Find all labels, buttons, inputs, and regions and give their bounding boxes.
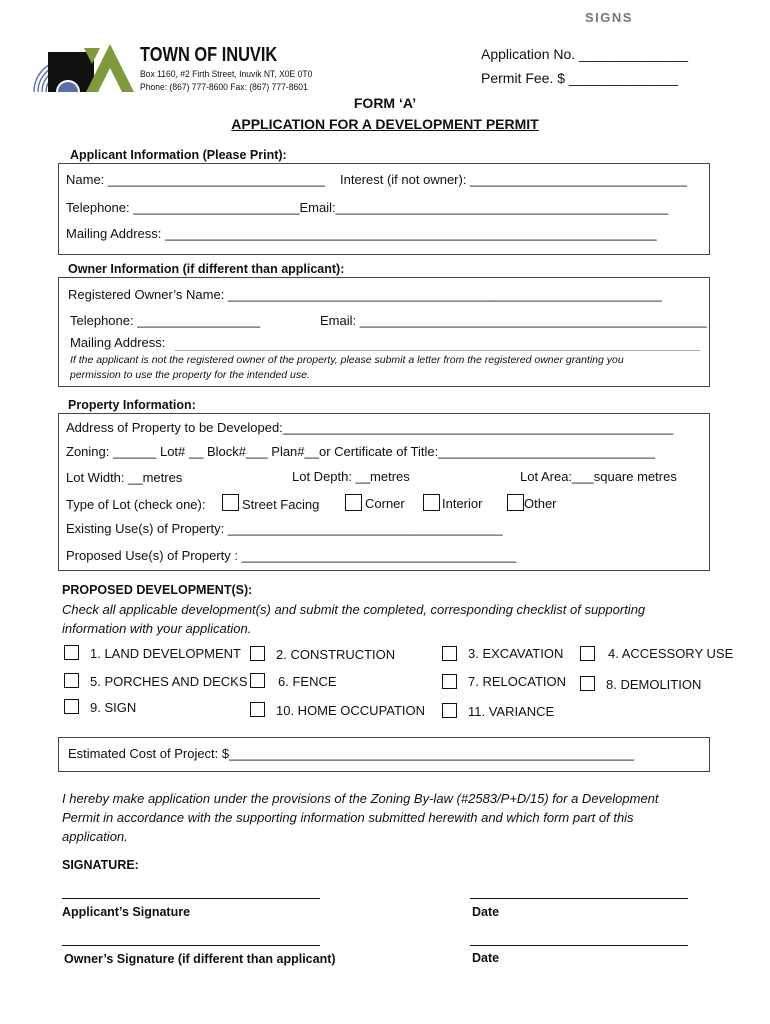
owner-mailing-field[interactable]: Mailing Address: bbox=[70, 335, 166, 350]
applicant-telephone-email-field[interactable]: Telephone: _______________________Email:______________________________________________ bbox=[66, 200, 669, 215]
existing-use-field[interactable]: Existing Use(s) of Property: ______________________________________ bbox=[66, 521, 503, 536]
porches-decks-label: 5. PORCHES AND DECKS bbox=[90, 674, 248, 689]
sign-checkbox[interactable] bbox=[64, 699, 79, 714]
accessory-use-checkbox[interactable] bbox=[580, 646, 595, 661]
sign-label: 9. SIGN bbox=[90, 700, 137, 715]
owner-mailing-line bbox=[175, 350, 700, 351]
accessory-use-label: 4. ACCESSORY USE bbox=[608, 646, 734, 661]
corner-label: Corner bbox=[365, 496, 405, 511]
owner-name-field[interactable]: Registered Owner’s Name: ____________________________________________________________ bbox=[68, 287, 662, 302]
permit-fee-field[interactable]: Permit Fee. $ ______________ bbox=[481, 70, 678, 86]
owner-telephone-field[interactable]: Telephone: _________________ bbox=[70, 313, 261, 328]
declaration-line1: I hereby make application under the provisions of the Zoning By-law (#2583/P+D/15) for a Development bbox=[62, 791, 659, 806]
development-instructions-1: Check all applicable development(s) and submit the completed, corresponding checklist of supporting bbox=[62, 602, 646, 617]
address-line: Box 1160, #2 Firth Street, Inuvik NT, X0E 0T0 bbox=[140, 69, 313, 80]
applicant-name-field[interactable]: Name: ______________________________ bbox=[66, 172, 325, 187]
applicant-heading: Applicant Information (Please Print): bbox=[70, 148, 287, 162]
owner-email-field[interactable]: Email: ________________________________________________ bbox=[320, 313, 707, 328]
home-occupation-checkbox[interactable] bbox=[250, 702, 265, 717]
lot-area-field[interactable]: Lot Area:___square metres bbox=[520, 469, 677, 484]
relocation-label: 7. RELOCATION bbox=[468, 674, 567, 689]
signature-heading: SIGNATURE: bbox=[62, 858, 139, 872]
applicant-interest-field[interactable]: Interest (if not owner): ______________________________ bbox=[340, 172, 687, 187]
excavation-checkbox[interactable] bbox=[442, 646, 457, 661]
street-facing-checkbox[interactable] bbox=[222, 494, 239, 511]
excavation-label: 3. EXCAVATION bbox=[468, 646, 564, 661]
applicant-signature-label: Applicant’s Signature bbox=[62, 905, 191, 919]
declaration-line3: application. bbox=[62, 829, 128, 844]
home-occupation-label: 10. HOME OCCUPATION bbox=[276, 703, 426, 718]
development-instructions-2: information with your application. bbox=[62, 621, 252, 636]
other-label: Other bbox=[524, 496, 557, 511]
demolition-checkbox[interactable] bbox=[580, 676, 595, 691]
owner-date-line[interactable] bbox=[470, 945, 688, 946]
construction-checkbox[interactable] bbox=[250, 646, 265, 661]
land-development-label: 1. LAND DEVELOPMENT bbox=[90, 646, 241, 661]
interior-checkbox[interactable] bbox=[423, 494, 440, 511]
construction-label: 2. CONSTRUCTION bbox=[276, 647, 396, 662]
property-address-field[interactable]: Address of Property to be Developed:______________________________________________________ bbox=[66, 420, 674, 435]
town-address bbox=[140, 68, 312, 94]
owner-date-label: Date bbox=[472, 951, 500, 965]
signs-label: SIGNS bbox=[585, 10, 633, 25]
estimated-cost-field[interactable]: Estimated Cost of Project: $________________________________________________________ bbox=[68, 746, 635, 761]
variance-checkbox[interactable] bbox=[442, 703, 457, 718]
application-number-field[interactable]: Application No. ______________ bbox=[481, 46, 689, 62]
applicant-date-label: Date bbox=[472, 905, 500, 919]
land-development-checkbox[interactable] bbox=[64, 645, 79, 660]
lot-type-label: Type of Lot (check one): bbox=[66, 497, 206, 512]
owner-note-line1: If the applicant is not the registered owner of the property, please submit a letter from the registered owner granting you bbox=[70, 354, 624, 366]
town-logo bbox=[26, 38, 136, 92]
lot-depth-field[interactable]: Lot Depth: __metres bbox=[292, 469, 410, 484]
lot-width-field[interactable]: Lot Width: __metres bbox=[66, 470, 183, 485]
other-checkbox[interactable] bbox=[507, 494, 524, 511]
fence-label: 6. FENCE bbox=[278, 674, 337, 689]
owner-heading: Owner Information (if different than applicant): bbox=[68, 262, 345, 276]
applicant-mailing-field[interactable]: Mailing Address: ____________________________________________________________________ bbox=[66, 226, 657, 241]
applicant-signature-line[interactable] bbox=[62, 898, 320, 899]
form-title: APPLICATION FOR A DEVELOPMENT PERMIT bbox=[231, 116, 539, 132]
owner-signature-line[interactable] bbox=[62, 945, 320, 946]
owner-note-line2: permission to use the property for the intended use. bbox=[70, 369, 310, 381]
contact-line: Phone: (867) 777-8600 Fax: (867) 777-8601 bbox=[140, 82, 308, 93]
proposed-use-field[interactable]: Proposed Use(s) of Property : ______________________________________ bbox=[66, 548, 517, 563]
declaration-line2: Permit in accordance with the supporting information submitted herewith and which form part of this bbox=[62, 810, 634, 825]
town-name: TOWN OF INUVIK bbox=[140, 44, 278, 66]
owner-signature-label: Owner’s Signature (if different than applicant) bbox=[64, 952, 336, 966]
interior-label: Interior bbox=[442, 496, 483, 511]
porches-decks-checkbox[interactable] bbox=[64, 673, 79, 688]
relocation-checkbox[interactable] bbox=[442, 674, 457, 689]
variance-label: 11. VARIANCE bbox=[468, 704, 555, 719]
development-heading: PROPOSED DEVELOPMENT(S): bbox=[62, 583, 253, 597]
fence-checkbox[interactable] bbox=[250, 673, 265, 688]
form-label: FORM ‘A’ bbox=[353, 95, 417, 111]
demolition-label: 8. DEMOLITION bbox=[606, 677, 702, 692]
corner-checkbox[interactable] bbox=[345, 494, 362, 511]
applicant-date-line[interactable] bbox=[470, 898, 688, 899]
street-facing-label: Street Facing bbox=[242, 497, 320, 512]
zoning-field[interactable]: Zoning: ______ Lot# __ Block#___ Plan#__or Certificate of Title:______________________________ bbox=[66, 444, 656, 459]
property-heading: Property Information: bbox=[68, 398, 196, 412]
